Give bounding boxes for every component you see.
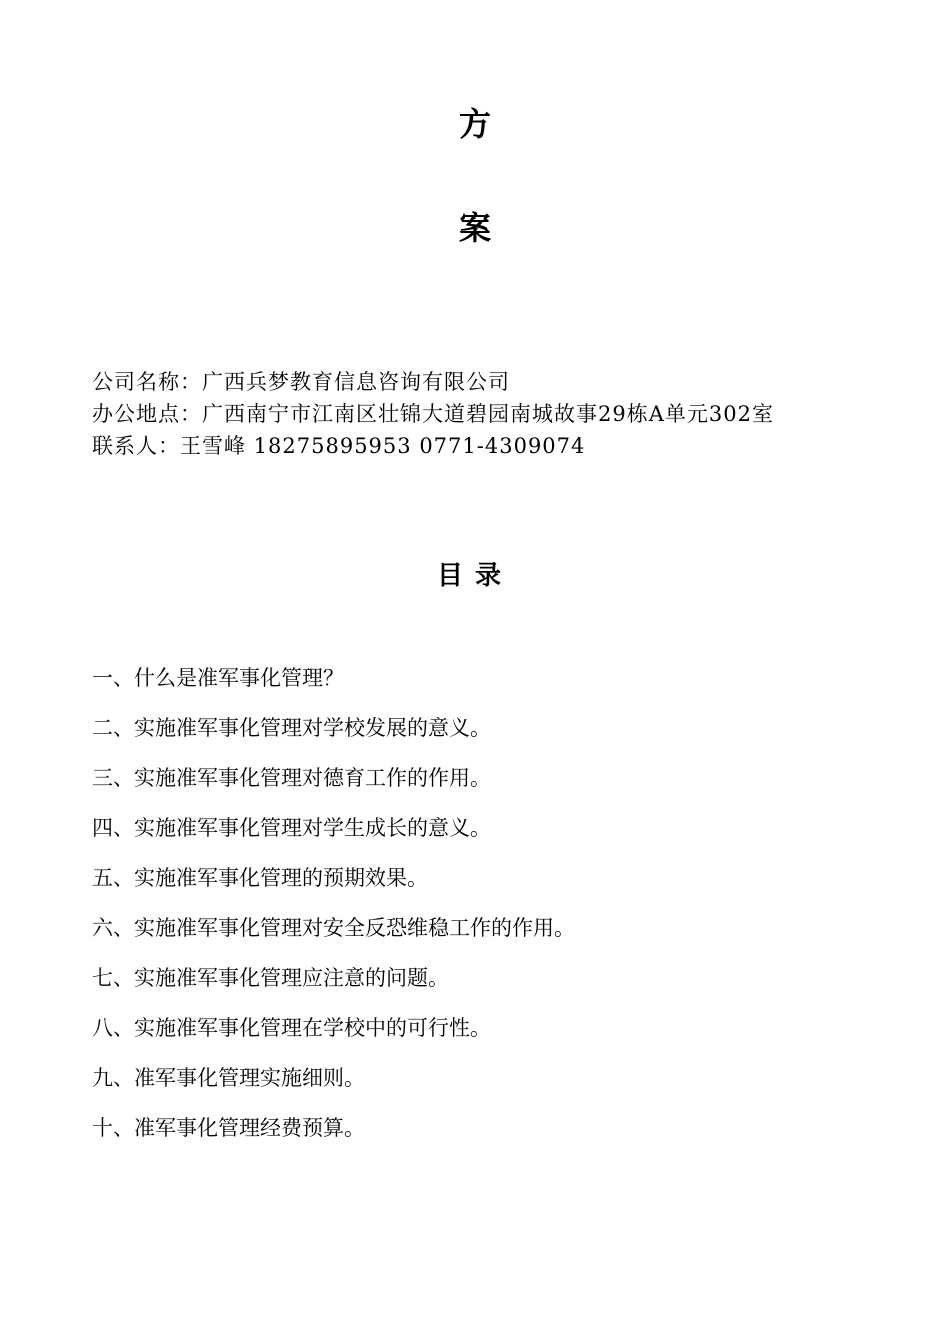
- toc-item: 四、实施准军事化管理对学生成长的意义。: [92, 816, 491, 840]
- toc-item: 一、什么是准军事化管理？: [92, 666, 344, 690]
- company-address: 办公地点：广西南宁市江南区壮锦大道碧园南城故事29栋A单元302室: [92, 402, 774, 426]
- company-info: [92, 366, 892, 462]
- toc-item: 五、实施准军事化管理的预期效果。: [92, 866, 428, 890]
- toc-item: 九、准军事化管理实施细则。: [92, 1066, 365, 1090]
- toc-item: 三、实施准军事化管理对德育工作的作用。: [92, 766, 491, 790]
- table-of-contents: [92, 660, 575, 1160]
- toc-item: 二、实施准军事化管理对学校发展的意义。: [92, 716, 491, 740]
- toc-item: 六、实施准军事化管理对安全反恐维稳工作的作用。: [92, 916, 575, 940]
- toc-heading: 目录: [436, 561, 513, 591]
- company-name: 公司名称：广西兵梦教育信息咨询有限公司: [92, 370, 510, 394]
- title-char-an: 案: [458, 209, 491, 247]
- toc-item: 十、准军事化管理经费预算。: [92, 1116, 365, 1140]
- toc-item: 七、实施准军事化管理应注意的问题。: [92, 966, 449, 990]
- toc-item: 八、实施准军事化管理在学校中的可行性。: [92, 1016, 491, 1040]
- title-char-fang: 方: [458, 105, 491, 143]
- company-contact: 联系人：王雪峰 18275895953 0771-4309074: [92, 434, 586, 458]
